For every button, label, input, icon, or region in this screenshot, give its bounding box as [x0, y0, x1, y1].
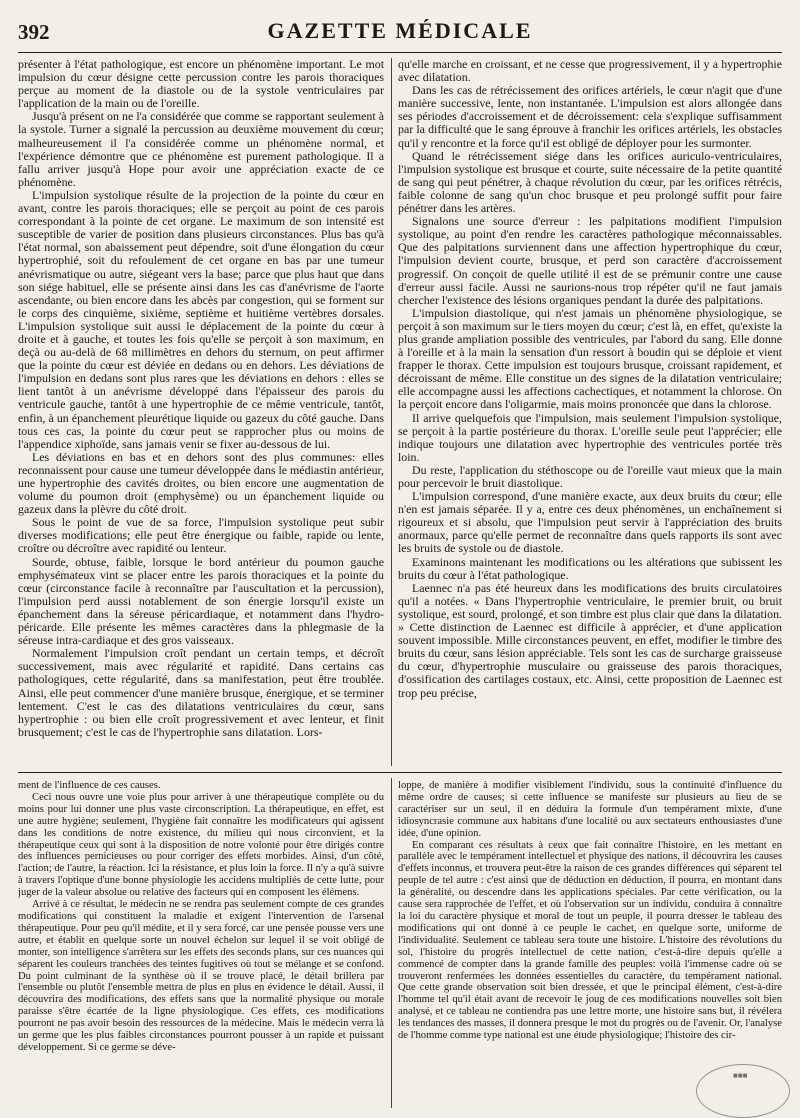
top-right-column — [398, 58, 782, 766]
header-rule — [18, 52, 782, 53]
top-left-column — [18, 58, 384, 766]
page-header — [18, 18, 782, 48]
paragraph: Jusqu'à présent on ne l'a considérée que comme se rapportant seulement à la systole. Turner a signalé la percussion au deuxième mouvement du cœur; malheureusement il l'a considérée comme un phénomène normal, et l'expérience démontre que ce phénomène est purement pathologique. Il a fallu arriver jusqu'à Hope pour avoir une appréciation exacte de ce phénomène. — [18, 109, 384, 189]
column-divider — [391, 58, 392, 766]
paragraph: Signalons une source d'erreur : les palpitations modifient l'impulsion systolique, au point d'en rendre les caractères pathologique méconnaissables. Que des palpitations surviennent dans une affection hypertrophique du cœur, l'impulsion devient courte, brusque, et perd son caractère d'accroissement progressif. On conçoit de quelle utilité il est de se prémunir contre une cause d'erreur aussi facile. Aussi ne saurions-nous trop répéter qu'il ne faut jamais chercher l'existence des lésions organiques pendant la durée des palpitations. — [398, 214, 782, 307]
paragraph: L'impulsion correspond, d'une manière exacte, aux deux bruits du cœur; elle n'en est jamais séparée. Il y a, entre ces deux phénomènes, un enchaînement si rigoureux et si absolu, que l'impulsion peut servir à l'appréciation des bruits anormaux, parce qu'elle permet de reconnaître dans quels rapports ils sont avec les bruits de systole ou de diastole. — [398, 489, 782, 556]
paragraph: Sourde, obtuse, faible, lorsque le bord antérieur du poumon gauche emphysémateux vint se placer entre les parois thoraciques et la pointe du cœur (circonstance facile à reconnaître par l'auscultation et la percussion), l'impulsion perd aussi notablement de son énergie lorsqu'il existe un épanchement dans la séreuse péricardiaque, et notamment dans l'hydro-péricarde. Elle présente les mêmes caractères dans la phlegmasie de la séreuse intra-cardiaque et des gros vaisseaux. — [18, 554, 384, 648]
paragraph: Sous le point de vue de sa force, l'impulsion systolique peut subir diverses modifications; elle peut être énergique ou faible, rapide ou lente, croître ou décroître avec rapidité ou lenteur. — [18, 515, 384, 556]
paragraph: L'impulsion systolique résulte de la projection de la pointe du cœur en avant, contre les parois thoraciques; elle se perçoit au point de ces parois correspondant à la pointe de cet organe. Le maximum de son intensité est susceptible de varier de position dans plusieurs circonstances. Plus bas qu'à l'état normal, son abaissement peut dépendre, soit d'une élongation du cœur hypertrophié, soit du refoulement de cet organe en bas par une tumeur anévrismatique ou autre, siégeant vers la base; parce que plus haut que dans son siége habituel, elle se présente ainsi dans les cas d'anévrisme de l'aorte ascendante, ou bien encore dans les abcès par congestion, qui se forment sur le corps des cinquième, sixième, septième et huitième vertèbres dorsales. L'impulsion systolique suit aussi le déplacement de la pointe du cœur à droite et à gauche, et toutes les fois qu'elle se perçoit à son maximum, en deçà ou au-delà de 68 millimètres en dehors du sternum, on peut affirmer que la pointe du cœur est déviée en dedans ou en dehors. Les déviations de l'impulsion en dedans sont plus rares que les déviations en dehors : elles se lient tantôt à un anévrisme développé dans l'épaisseur des parois du ventricule gauche, tantôt à une hypertrophie de ce même ventricule, tantôt, enfin, à un épanchement pleurétique liquide ou gazeux du côté gauche. Dans tous ces cas, la pointe du cœur peut se rapprocher plus ou moins de l'appendice xiphoïde, sans jamais venir se fixer au-dessous de lui. — [18, 187, 384, 451]
bottom-right-column — [398, 780, 782, 1108]
paragraph: Laennec n'a pas été heureux dans les modifications des bruits circulatoires qu'il a notées. « Dans l'hypertrophie ventriculaire, le premier bruit, ou bruit systolique, est sourd, prolongé, et son timbre est plus clair que dans la dilatation. » Cette distinction de Laennec est difficile à apprécier, et d'une application souvent impossible. Mille circonstances peuvent, en effet, modifier le timbre des bruits du cœur, sans lésion appréciable. Tels sont les cas de surcharge graisseuse du cœur, d'hypertrophie musculaire ou graisseuse des parois thoraciques, d'ossification des cartilages costaux, etc. Ainsi, cette proposition de Laennec est trop peu précise, — [398, 580, 782, 700]
paragraph: Quand le rétrécissement siége dans les orifices auriculo-ventriculaires, l'impulsion systolique est brusque et courte, suite nécessaire de la petite quantité de sang qui peut pénétrer, à chaque révolution du cœur, par les orifices rétrécis, faible colonne de sang qu'un choc brusque et peu prolongé suffit pour faire pénétrer dans les artères. — [398, 148, 782, 216]
paragraph: qu'elle marche en croissant, et ne cesse que progressivement, il y a hypertrophie avec dilatation. — [398, 58, 782, 85]
bottom-left-column — [18, 780, 384, 1108]
paragraph: ment de l'influence de ces causes. — [18, 780, 161, 791]
paragraph: L'impulsion diastolique, qui n'est jamais un phénomène physiologique, se perçoit à son maximum sur le tiers moyen du cœur; c'est là, en effet, qu'existe la plus grande ampliation possible des ventricules, par l'abord du sang. Elle donne à l'oreille et à la main la sensation d'un ressort à boudin qui se déploie et vient frapper le thorax. Cette impulsion est toujours brusque, croissant rapidement, et décroissant de même. Elle constitue un des signes de la dilatation ventriculaire; elle accompagne aussi les affections cachectiques, et notamment la chlorose. On la perçoit encore dans l'oligarmie, mais moins prononcée que dans la chlorose. — [398, 305, 782, 412]
paragraph: loppe, de manière à modifier visiblement l'individu, sous la continuité d'influence du même ordre de causes; si cette influence se manifeste sur plusieurs au lieu de se caractériser sur un seul, il en déduira la formule d'un tempérament mixte, d'une idiosyncrasie commune aux habitans d'une localité ou aux sectateurs enthousiastes d'une idée, d'une opinion. — [398, 780, 782, 839]
paragraph: présenter à l'état pathologique, est encore un phénomène important. Le mot impulsion du cœur désigne cette percussion contre les parois thoraciques perçue au moment de la diastole ou de la systole ventriculaires par l'application de la main ou de l'oreille. — [18, 58, 384, 111]
paragraph: Normalement l'impulsion croît pendant un certain temps, et décroît successivement, mais avec régularité et rapidité. Dans certains cas pathologiques, cette régularité, dans sa manifestation, peut être troublée. Ainsi, elle peut commencer d'une manière brusque, énergique, et se terminer lentement. C'est le cas des dilatations ventriculaires du cœur, sans hypertrophie : ou bien elle croît progressivement et avec lenteur, et finit brusquement; c'est le cas de l'hypertrophie sans dilatation. Lors- — [18, 646, 384, 739]
library-stamp: ■■■ — [696, 1064, 790, 1118]
column-divider — [391, 778, 392, 1108]
page-number: 392 — [18, 20, 50, 44]
running-head: GAZETTE MÉDICALE — [267, 18, 533, 43]
feuilleton-rule — [18, 772, 782, 773]
paragraph: Les déviations en bas et en dehors sont des plus communes: elles reconnaissent pour cause une tumeur développée dans le médiastin antérieur, une hypertrophie des cavités droites, ou bien encore une augmentation de volume du poumon droit (emphysème) ou un épanchement liquide ou gazeux dans la plèvre du côté droit. — [18, 449, 384, 517]
paragraph: Ceci nous ouvre une voie plus pour arriver à une thérapeutique complète ou du moins pour lui donner une plus vaste circonscription. La thérapeutique, en effet, est une autre hygiène; seulement, l'hygiène fait connaître les modificateurs qui agissent dans les conditions de notre existence, du milieu qui nous circonvient, et la thérapeutique ceux qui sont à la disposition de notre volonté pour être dirigés contre des influences pernicieuses ou pour corriger des effets morbides. Ainsi, d'un côté, l'action; de l'autre, la réaction. Ici la résistance, et plus loin la force. Il n'y a qu'à suivre à travers l'optique d'une bonne physiologie les accidens multipliés de cette lutte, pour juger de la valeur absolue ou relative des facteurs qui en composent les élémens. — [18, 791, 384, 899]
paragraph: Du reste, l'application du stéthoscope ou de l'oreille vaut mieux que la main pour percevoir le bruit diastolique. — [398, 462, 782, 490]
paragraph: En comparant ces résultats à ceux que fait connaître l'histoire, en les mettant en parallèle avec le tempérament intellectuel et physique des nations, il découvrira les causes d'effets inconnus, et trouvera peut-être la raison de ces grandes différences qui séparent tel peuple de tel autre : c'est ainsi que de déduction en déduction, il pourra, en montant dans la généralité, ou descendre dans les applications spéciales. Par cette vérification, ou la cause sera rapprochée de l'effet, et où l'observation sur un individu, conduira à connaître la loi du caractère physique et moral de tout un peuple, il pourra dresser le tableau des modifications qui ont donné à ce peuple le cachet, en quelque sorte, uniforme de l'individualité. Seulement ce tableau sera toute une histoire. L'histoire des révolutions du sol, l'histoire du progrès intellectuel de cette nation, c'est-à-dire depuis qu'elle a commencé de compter dans la grande famille des peuples: voilà l'immense cadre où se trouveront renfermées les données essentielles du caractère, du tempérament national. Que cette grande observation soit bien dressée, et que le principal élément, c'est-à-dire l'homme tel qu'il était avant de recevoir le joug de ces modifications nouvelles soit bien analysé, et ce tableau ne contiendra pas une lettre morte, une histoire sans but, il révélera les tendances des masses, il donnera presque le mot du progrès ou de l'avenir. Or, l'analyse de l'homme comme type national est une étude physiologique; l'histoire des cir- — [398, 839, 782, 1042]
paragraph: Arrivé à ce résultat, le médecin ne se rendra pas seulement compte de ces grandes modifications qui constituent la maladie et exigent l'intervention de l'arsenal thérapeutique. Pour peu qu'il médite, et il y sera forcé, car une pensée pousse vers une autre, et établit en quelque sorte un nouvel échelon sur lequel il se voit obligé de monter, son intelligence s'arrêtera sur les effets des seconds plans, sur ces nuances qui séparent les couleurs tranchées des teintes fugitives où tout se mélange et se confond. Du point culminant de la synthèse où il se trouve placé, le détail brillera par l'ensemble ou plutôt l'ensemble mettra de plus en plus en évidence le détail. Aussi, il découvrira des modifications, des effets sans que la normalité physique ou morale paraisse s'être écartée de la ligne physiologique. Ces effets, ces modifications pourront ne pas avoir besoin des ressources de la médecine. Mais le médecin verra là un germe que les plus faibles circonstances pourront pousser à un rapide et puissant développement. Si ce germe se déve- — [18, 899, 384, 1053]
paragraph: Il arrive quelquefois que l'impulsion, mais seulement l'impulsion systolique, se perçoit à la partie postérieure du thorax. L'oreille seule peut l'apprécier; elle indique toujours une dilatation avec hypertrophie des ventricules portée très loin. — [398, 410, 782, 464]
paragraph: Dans les cas de rétrécissement des orifices artériels, le cœur n'agit que d'une manière successive, lente, non instantanée. L'impulsion est alors allongée dans ses périodes d'accroissement et de décroissement: cela s'explique suffisamment par la difficulté que le sang éprouve à franchir les orifices artériels, les obstacles qu'il y rencontre et la force qu'il est obligé de déployer pour les surmonter. — [398, 83, 782, 150]
paragraph: Examinons maintenant les modifications ou les altérations que subissent les bruits du cœur à l'état pathologique. — [398, 554, 782, 582]
